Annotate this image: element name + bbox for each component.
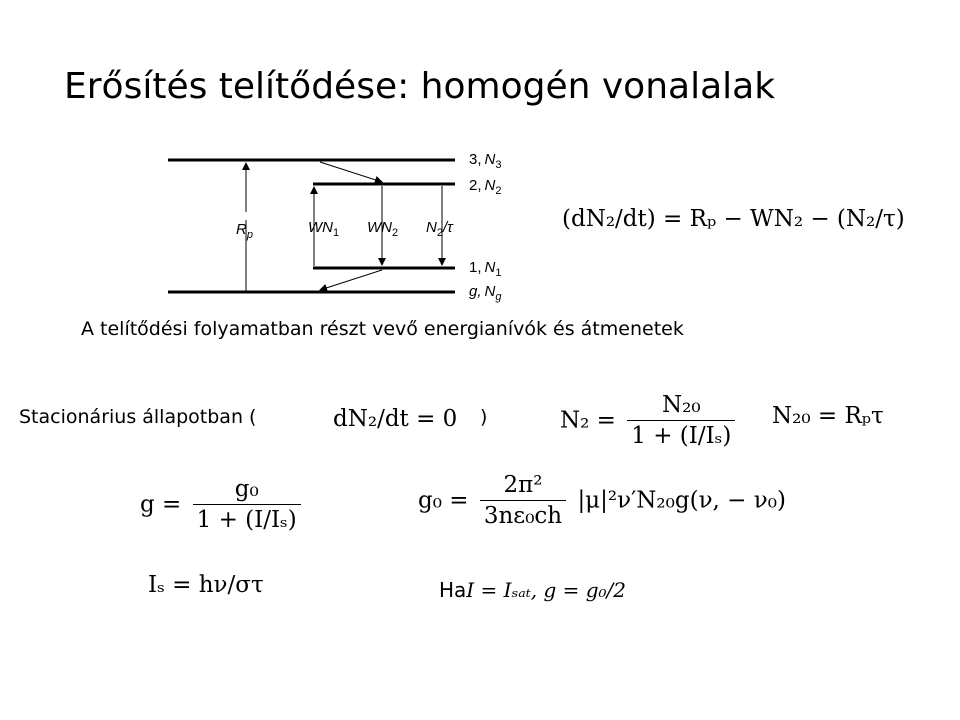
n20-equation: N₂₀ = Rₚτ	[772, 403, 884, 429]
g-equation	[140, 476, 305, 533]
g-lhs: g =	[140, 491, 182, 518]
label-rp: $R_p$	[236, 221, 253, 241]
rate-eq-lhs: (dN₂/dt)	[562, 206, 656, 232]
label-wn1: $WN_1$	[308, 219, 340, 239]
label-n2tau: $N_2/\tau$	[426, 219, 453, 239]
slide-title: Erősítés telítődése: homogén vonalalak	[64, 66, 776, 107]
n2-numerator: N₂₀	[662, 392, 701, 418]
stationary-label: Stacionárius állapotban (	[19, 406, 257, 428]
label-wn2: $WN_2$	[367, 219, 399, 239]
level-label-1: 1, $N_1$	[469, 259, 502, 279]
g0-rhs: |μ|²ν′N₂₀g(ν, − ν₀)	[577, 487, 786, 514]
diagram-caption: A telítődési folyamatban részt vevő energianívók és átmenetek	[81, 318, 684, 340]
level-label-3: 3, $N_3$	[469, 151, 502, 171]
is-equation: Iₛ = hν/στ	[148, 572, 264, 598]
energy-level-diagram	[160, 140, 530, 310]
g0-numerator: 2π²	[503, 472, 543, 498]
n2-equation	[560, 392, 739, 449]
g0-denominator: 3nε₀ch	[480, 500, 566, 529]
g-fraction	[193, 476, 301, 533]
ha-equation: I = Iₛₐₜ, g = g₀/2	[466, 578, 627, 602]
g-numerator: g₀	[234, 476, 259, 502]
g0-equation	[418, 472, 786, 529]
decay-1-g	[320, 270, 382, 290]
g0-fraction	[480, 472, 566, 529]
rate-eq-equals: =	[663, 206, 683, 232]
rate-equation	[562, 206, 905, 232]
ha-statement	[439, 578, 626, 602]
stationary-paren-close: )	[480, 406, 488, 428]
level-label-2: 2, $N_2$	[469, 177, 502, 197]
g0-lhs: g₀ =	[418, 487, 469, 514]
ha-label: Ha	[439, 578, 467, 602]
n2-denominator: 1 + (I/Iₛ)	[627, 420, 735, 449]
rate-eq-rhs: Rₚ − WN₂ − (N₂/τ)	[689, 206, 905, 232]
g-denominator: 1 + (I/Iₛ)	[193, 504, 301, 533]
decay-3-2	[320, 162, 382, 182]
n2-fraction	[627, 392, 735, 449]
n2-lhs: N₂ =	[560, 407, 616, 434]
stationary-condition: dN₂/dt = 0	[333, 406, 458, 432]
level-label-g: g, $N_g$	[469, 283, 502, 303]
